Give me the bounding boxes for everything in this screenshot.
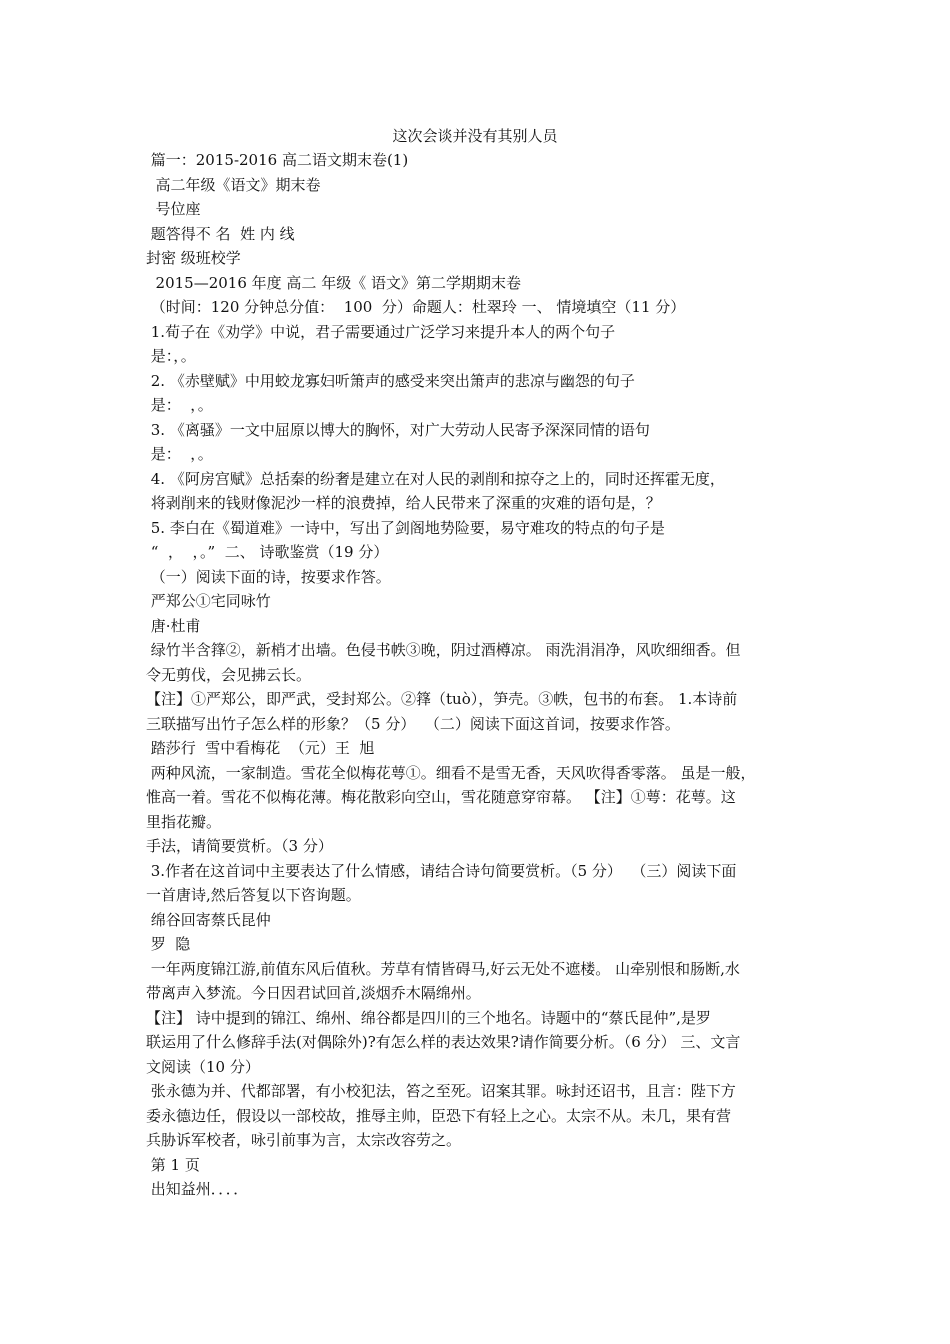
text-line: “ ， ，。” 二、 诗歌鉴赏（19 分） [146,543,389,561]
text-line: 封密 级班校学 [146,249,241,267]
text-line: 踏莎行 雪中看梅花 （元）王 旭 [146,739,375,757]
text-line: 篇一：2015-2016 高二语文期末卷(1) [146,151,409,169]
text-line: 严郑公①宅同咏竹 [146,592,271,610]
text-line: 将剥削来的钱财像泥沙一样的浪费掉，给人民带来了深重的灾难的语句是，？ [146,494,661,512]
text-line: 号位座 [146,200,201,218]
text-line: 是： ，。 [146,445,213,463]
text-line: 5. 李白在《蜀道难》一诗中，写出了剑阁地势险要，易守难攻的特点的句子是 [146,518,665,537]
text-line: 惟高一着。雪花不似梅花薄。梅花散彩向空山，雪花随意穿帘幕。 【注】①萼：花萼。这 [146,788,736,806]
text-line: 2015—2016 年度 高二 年级《 语文》第二学期期末卷 [146,273,521,292]
text-line: 带离声入梦流。今日因君试回首,淡烟乔木隔绵州。 [146,984,481,1002]
text-line: 委永德边任，假设以一部校故，推辱主帅，臣恐下有轻上之心。太宗不从。未几，果有营 [146,1106,732,1125]
text-line: 高二年级《语文》期末卷 [146,175,321,194]
text-line: 一年两度锦江游,前值东风后值秋。芳草有情皆碍马,好云无处不遮楼。 山牵别恨和肠断,水 [146,959,740,978]
text-line: 一首唐诗,然后答复以下咨询题。 [146,886,361,904]
text-line: 联运用了什么修辞手法(对偶除外)?有怎么样的表达效果?请作简要分析。（6 分） 三、文言 [146,1033,741,1051]
text-line: 罗 隐 [146,935,191,953]
text-line: （时间：120 分钟总分值： 100 分）命题人：杜翠玲 一、 情境填空（11 分） [146,298,686,316]
text-line: 【注】①严郑公，即严武，受封郑公。②箨（tuò），笋壳。③帙，包书的布套。 1.本诗前 [146,690,738,708]
text-line: 绿竹半含箨②，新梢才出墙。色侵书帙③晚，阴过酒樽凉。 雨洗涓涓净，风吹细细香。但 [146,641,741,659]
text-line: 手法，请简要赏析。（3 分） [146,837,333,855]
text-line: 【注】 诗中提到的锦江、绵州、绵谷都是四川的三个地名。诗题中的“蔡氏昆仲”,是罗 [146,1008,711,1027]
document-body [146,148,816,1202]
text-line: 两种风流，一家制造。雪花全似梅花萼①。细看不是雪无香，天风吹得香零落。 虽是一般， [146,763,756,782]
text-line: 张永德为并、代都部署，有小校犯法，笞之至死。诏案其罪。咏封还诏书，且言：陛下方 [146,1082,736,1100]
text-line: 3. 《离骚》一文中屈原以博大的胸怀，对广大劳动人民寄予深深同情的语句 [146,420,650,439]
text-line: 4. 《阿房宫赋》总括秦的纷奢是建立在对人民的剥削和掠夺之上的，同时还挥霍无度， [146,469,725,488]
text-line: 是： ，。 [146,396,213,414]
text-line: 令无剪伐，会见拂云长。 [146,665,312,684]
text-line: 兵胁诉军校者，咏引前事为言，太宗改容劳之。 [146,1131,462,1149]
text-line: 是：，。 [146,347,196,365]
text-line: 里指花瓣。 [146,812,222,831]
text-line: 三联描写出竹子怎么样的形象？（5 分） （二）阅读下面这首词，按要求作答。 [146,714,680,733]
text-line: 题答得不 名 姓 内 线 [146,224,295,243]
text-line: 2. 《赤壁赋》中用蛟龙寡妇听箫声的感受来突出箫声的悲凉与幽怨的句子 [146,371,635,390]
document-title: 这次会谈并没有其别人员 [392,127,558,145]
text-line: 唐·杜甫 [146,616,201,635]
text-line: 1.荀子在《劝学》中说，君子需要通过广泛学习来提升本人的两个句子 [146,322,616,341]
text-line: 出知益州．．．． [146,1180,249,1198]
text-line: 文阅读（10 分） [146,1057,260,1076]
text-line: 绵谷回寄蔡氏昆仲 [146,910,271,929]
text-line: （一）阅读下面的诗，按要求作答。 [146,567,391,586]
text-line: 第 1 页 [146,1155,200,1174]
text-line: 3.作者在这首词中主要表达了什么情感，请结合诗句简要赏析。（5 分） （三）阅读下面 [146,861,737,880]
